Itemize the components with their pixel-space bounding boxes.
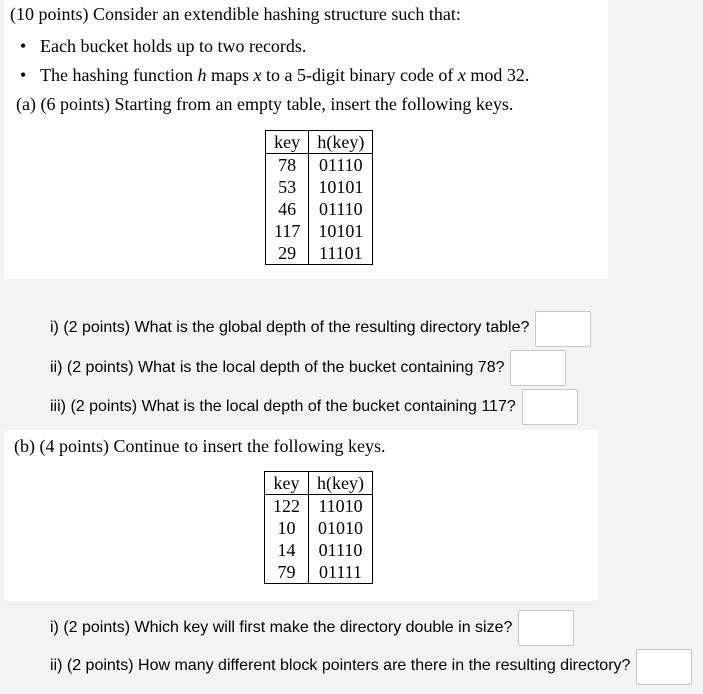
answer-input-b-ii[interactable] <box>636 649 692 685</box>
table-row <box>266 220 373 242</box>
table-row <box>266 154 373 177</box>
hash-cell: 01110 <box>309 198 373 220</box>
math-x: x <box>457 65 466 85</box>
key-cell: 78 <box>266 154 309 177</box>
bullet-dot-icon: • <box>20 65 27 85</box>
intro-heading: (10 points) Consider an extendible hashing structure such that: <box>10 4 461 24</box>
hash-cell: 10101 <box>309 220 373 242</box>
question-a-i: i) (2 points) What is the global depth of the resulting directory table? <box>50 319 530 336</box>
table-row <box>266 198 373 220</box>
answer-input-b-i[interactable] <box>518 610 574 646</box>
answer-input-a-i[interactable] <box>535 311 591 347</box>
hash-cell: 10101 <box>309 176 373 198</box>
question-a-ii: ii) (2 points) What is the local depth of the bucket containing 78? <box>50 359 505 376</box>
answer-input-a-ii[interactable] <box>510 350 566 386</box>
table-row <box>265 495 373 518</box>
hash-cell: 11010 <box>309 495 373 518</box>
question-b-i: i) (2 points) Which key will first make the directory double in size? <box>50 619 513 636</box>
bullet-bucket-capacity: Each bucket holds up to two records. <box>40 36 307 56</box>
bullet-dot-icon: • <box>20 36 27 56</box>
key-cell: 29 <box>266 242 309 265</box>
table-row <box>265 517 373 539</box>
col-header-hkey: h(key) <box>309 472 373 495</box>
part-a-key-table <box>265 130 373 265</box>
question-b-ii: ii) (2 points) How many different block pointers are there in the resulting directory? <box>50 657 631 674</box>
key-cell: 79 <box>265 561 309 584</box>
part-b-key-table <box>264 471 373 584</box>
bullet-hash-function: The hashing function h maps x to a 5-digit binary code of x mod 32. <box>40 65 530 85</box>
hash-cell: 01111 <box>309 561 373 584</box>
col-header-key: key <box>265 472 309 495</box>
math-h: h <box>197 65 207 85</box>
col-header-key: key <box>266 131 309 154</box>
key-cell: 53 <box>266 176 309 198</box>
key-cell: 14 <box>265 539 309 561</box>
table-row <box>266 242 373 265</box>
col-header-hkey: h(key) <box>309 131 373 154</box>
answer-input-a-iii[interactable] <box>522 389 578 425</box>
table-row <box>266 176 373 198</box>
hash-cell: 01110 <box>309 539 373 561</box>
table-row <box>265 539 373 561</box>
key-cell: 122 <box>265 495 309 518</box>
part-a-heading: (a) (6 points) Starting from an empty table, insert the following keys. <box>16 94 514 114</box>
hash-cell: 01010 <box>309 517 373 539</box>
question-a-iii: iii) (2 points) What is the local depth of the bucket containing 117? <box>50 398 516 415</box>
table-row <box>265 561 373 584</box>
key-cell: 117 <box>266 220 309 242</box>
key-cell: 46 <box>266 198 309 220</box>
key-cell: 10 <box>265 517 309 539</box>
hash-cell: 11101 <box>309 242 373 265</box>
hash-cell: 01110 <box>309 154 373 177</box>
math-x: x <box>253 65 262 85</box>
part-b-heading: (b) (4 points) Continue to insert the following keys. <box>14 436 386 456</box>
